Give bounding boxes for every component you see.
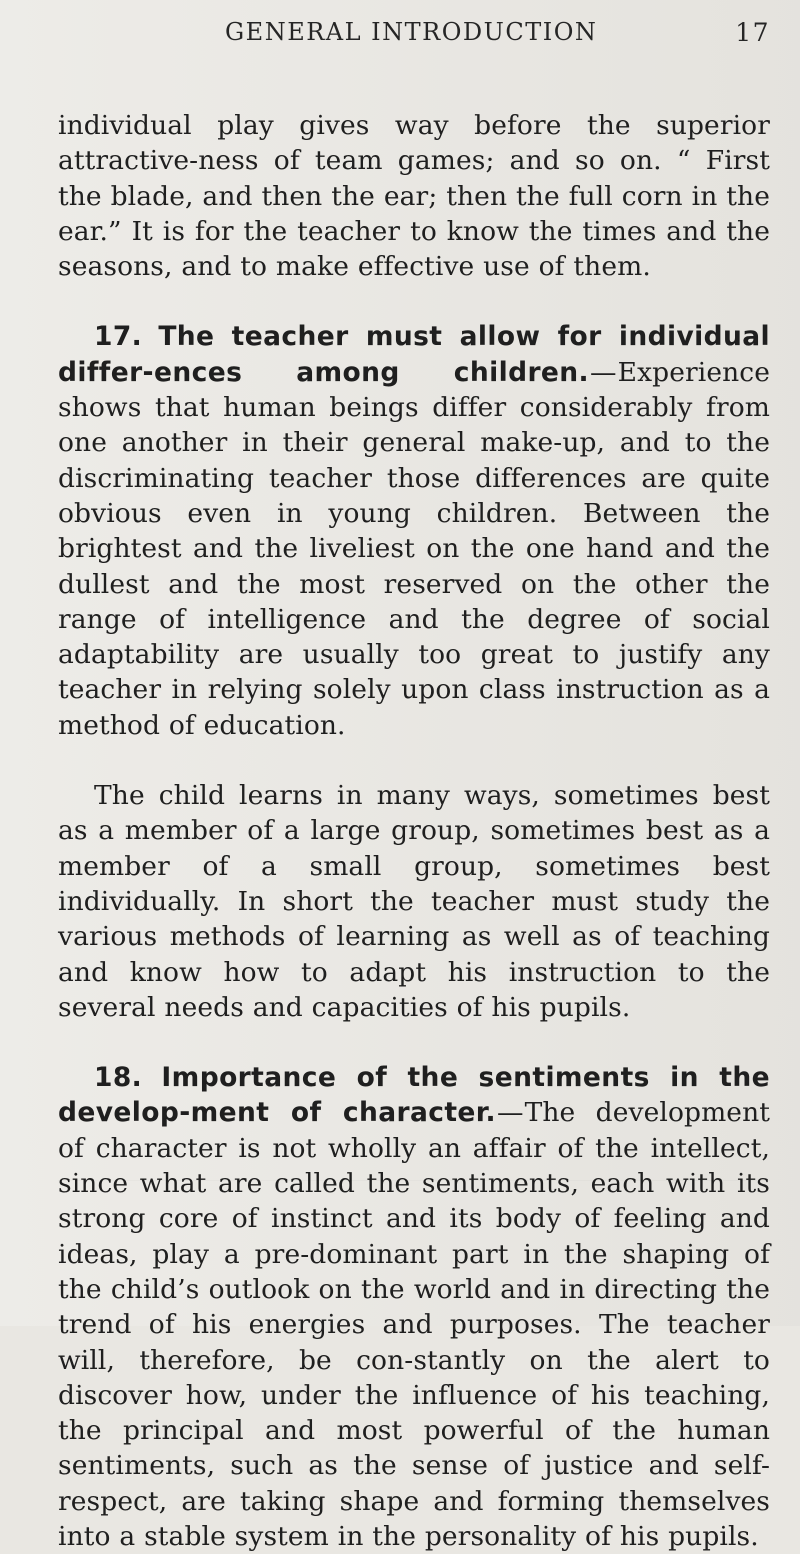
page-number: 17 [735, 18, 770, 47]
paragraph-continuation [58, 108, 770, 284]
section-17 [58, 319, 770, 743]
running-header [225, 18, 770, 58]
section-number: 18. [94, 1062, 143, 1094]
em-dash: — [590, 356, 617, 388]
page-shadow-line [58, 1180, 770, 1181]
paragraph-text: The child learns in many ways, sometimes best as a member of a large group, sometimes best as a member of a small group, sometimes best individually. In short the teacher must study the various methods of learning as well as of teaching and know how to adapt his instruction to the several needs and capacities of his pupils. [58, 780, 770, 1023]
section-text: Experience shows that human beings differ considerably from one another in their general make-up, and to the discriminating teacher those differences are quite obvious even in young children. Between the brightest and the liveliest on the one hand and the dullest and the most reserved on the other the range of intelligence and the degree of social adaptability are usually too great to justify any teacher in relying solely upon class instruction as a method of education. [58, 356, 770, 741]
em-dash: — [496, 1097, 524, 1129]
section-heading: The teacher must allow for individual differ-ences among children. [58, 321, 771, 388]
paragraph-child-learns [58, 778, 770, 1025]
header-title: GENERAL INTRODUCTION [225, 18, 598, 46]
paragraph-text: individual play gives way before the superior attractive-ness of team games; and so on. “ First the blade, and then the ear; then the full corn in the ear.” It is for the teacher to know the times and the seasons, and to make effective use of them. [58, 110, 770, 283]
section-text: The development of character is not wholly an affair of the intellect, since what are called the sentiments, each with its strong core of instinct and its body of feeling and ideas, play a pre-dominant part in the shaping of the child’s outlook on the world and in directing the trend of his energies and purposes. The teacher will, therefore, be con-stantly on the alert to discover how, under the influence of his teaching, the principal and most powerful of the human sentiments, such as the sense of justice and self-respect, are taking shape and forming themselves into a stable system in the personality of his pupils. [58, 1097, 770, 1552]
section-heading: Importance of the sentiments in the develop-ment of character. [58, 1062, 770, 1129]
section-number: 17. [94, 321, 143, 353]
section-18 [58, 1060, 770, 1554]
